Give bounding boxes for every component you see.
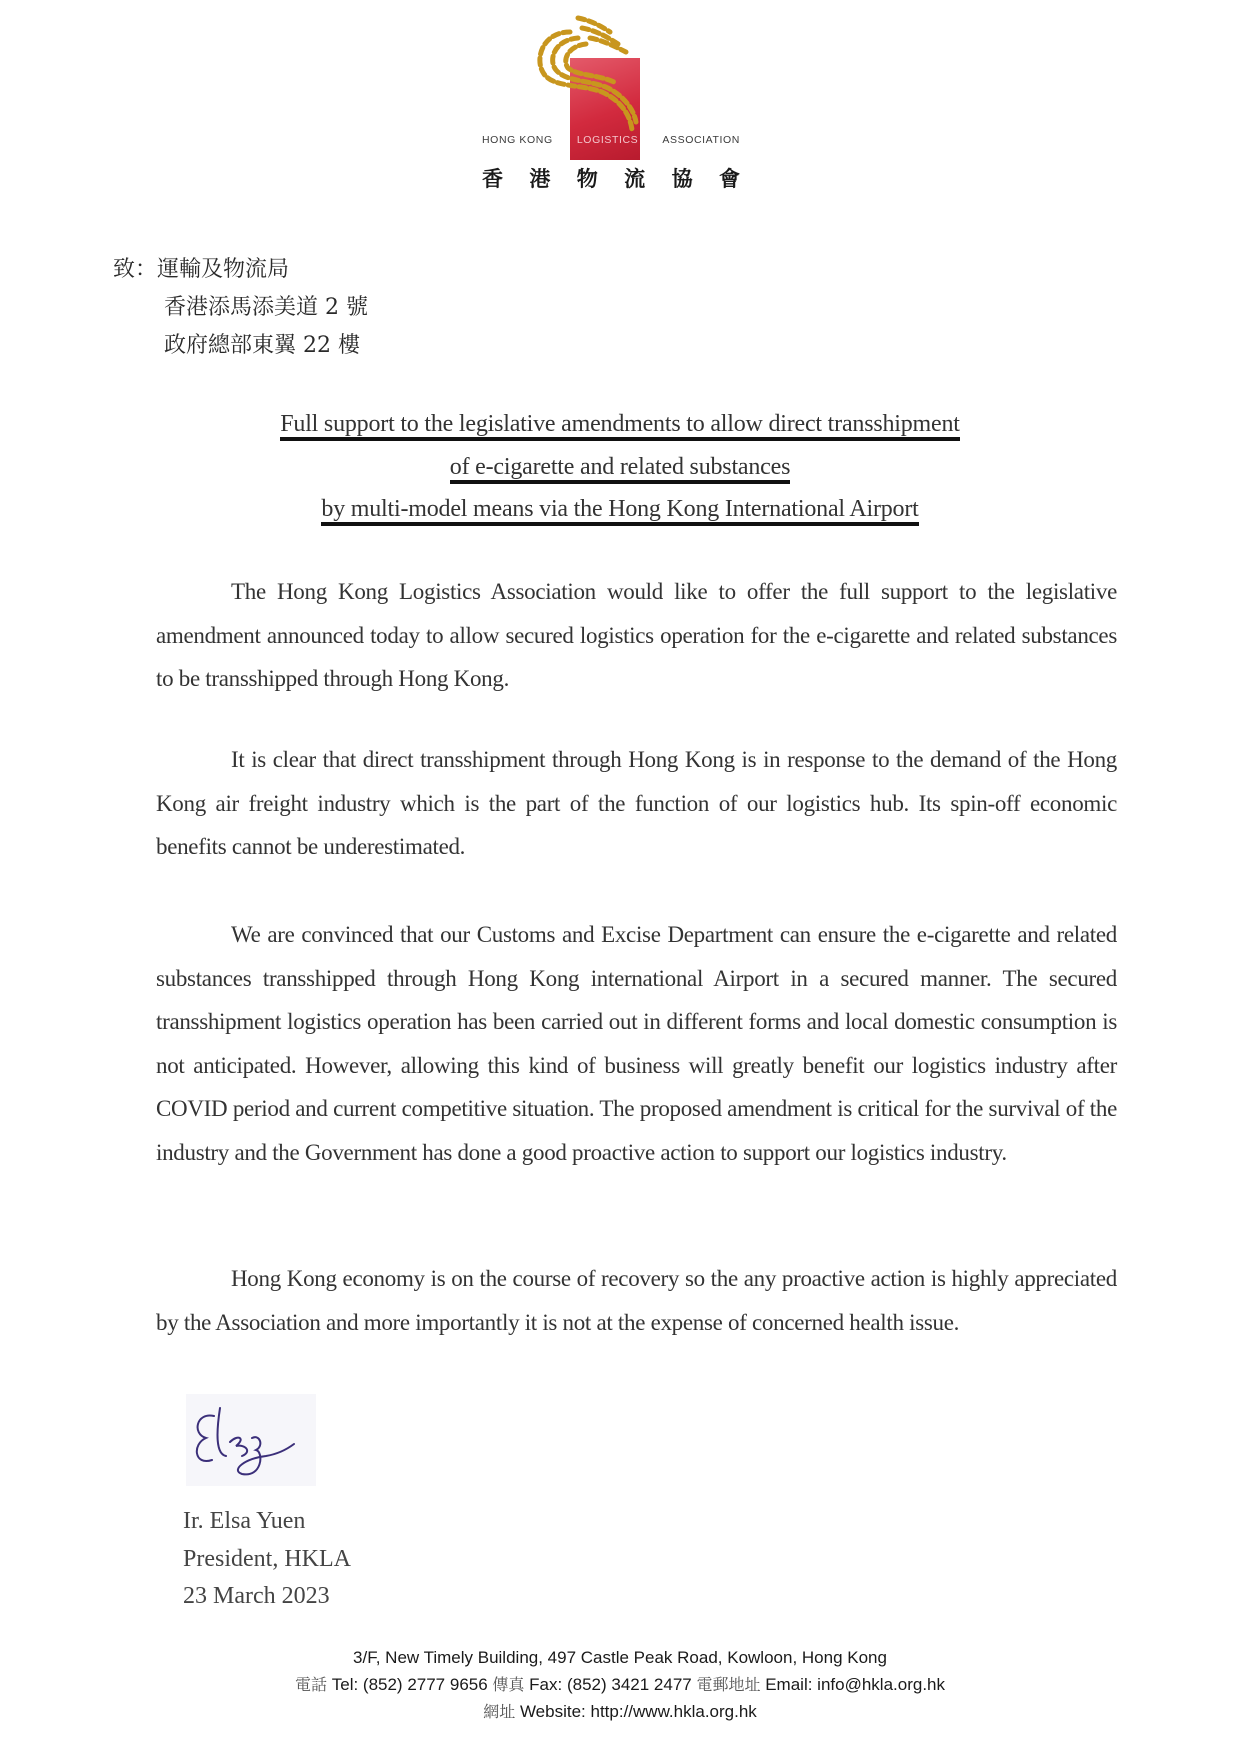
footer bbox=[0, 1644, 1240, 1725]
logo-zh-char: 流 bbox=[624, 167, 646, 191]
signatory-block bbox=[183, 1503, 351, 1616]
logo-zh-char: 物 bbox=[576, 167, 598, 191]
footer-tel: Tel: (852) 2777 9656 bbox=[331, 1675, 488, 1694]
addressee-line: 香港添馬添美道 2 號 bbox=[164, 295, 368, 320]
logo-zh-char: 協 bbox=[671, 167, 693, 191]
footer-website[interactable]: Website: http://www.hkla.org.hk bbox=[519, 1702, 757, 1721]
footer-website-line bbox=[0, 1698, 1240, 1725]
body-paragraph: We are convinced that our Customs and Excise Department can ensure the e-cigarette and related substances transshipped through Hong Kong international Airport in a secured manner. The secured transshipment logistics operation has been carried out in different forms and local domestic consumption is not anticipated. However, allowing this kind of business will greatly benefit our logistics industry after COVID period and current competitive situation. The proposed amendment is critical for the survival of the industry and the Government has done a good proactive action to support our logistics industry. bbox=[156, 922, 1117, 1165]
footer-contact-line bbox=[0, 1671, 1240, 1698]
signatory-position: President, HKLA bbox=[183, 1545, 351, 1572]
hkla-logo bbox=[482, 10, 740, 200]
body-paragraph: Hong Kong economy is on the course of recovery so the any proactive action is highly appreciated by the Association and more importantly it is not at the expense of concerned health issue. bbox=[156, 1266, 1117, 1335]
signatory-name: Ir. Elsa Yuen bbox=[183, 1508, 306, 1534]
logo-text-logistics: LOGISTICS bbox=[576, 134, 639, 146]
letter-date: 23 March 2023 bbox=[183, 1583, 330, 1609]
logo-chinese-name bbox=[482, 163, 740, 193]
footer-fax: Fax: (852) 3421 2477 bbox=[529, 1675, 692, 1694]
logo-zh-char: 會 bbox=[718, 167, 740, 191]
footer-email[interactable]: Email: info@hkla.org.hk bbox=[765, 1675, 945, 1694]
addressee-line: 運輸及物流局 bbox=[157, 257, 290, 282]
signature-image bbox=[186, 1394, 316, 1486]
logo-text-association: ASSOCIATION bbox=[662, 134, 740, 146]
body-paragraph: The Hong Kong Logistics Association would like to offer the full support to the legislative amendment announced today to allow secured logistics operation for the e-cigarette and related substances to be transshipped through Hong Kong. bbox=[156, 579, 1117, 691]
title-line bbox=[0, 411, 1240, 438]
title-line bbox=[0, 496, 1240, 523]
tel-label-zh: 電話 bbox=[294, 1675, 327, 1694]
addressee-line: 政府總部東翼 22 樓 bbox=[164, 333, 360, 358]
website-label-zh: 網址 bbox=[483, 1702, 516, 1721]
email-label-zh: 電郵地址 bbox=[696, 1675, 761, 1694]
title-line bbox=[0, 454, 1240, 481]
logo-english-name bbox=[482, 134, 740, 146]
logo-zh-char: 香 bbox=[482, 167, 503, 191]
signature-icon bbox=[186, 1394, 316, 1486]
logo-text-hong-kong: HONG KONG bbox=[482, 134, 553, 146]
title-text: by multi-model means via the Hong Kong International Airport bbox=[321, 496, 918, 526]
logo-zh-char: 港 bbox=[529, 167, 551, 191]
title-text: Full support to the legislative amendments to allow direct transshipment bbox=[280, 411, 959, 441]
fax-label-zh: 傳真 bbox=[492, 1675, 525, 1694]
addressee-block bbox=[113, 251, 368, 365]
title-text: of e-cigarette and related substances bbox=[450, 454, 790, 484]
body-paragraph: It is clear that direct transshipment through Hong Kong is in response to the demand of the Hong Kong air freight industry which is the part of the function of our logistics hub. Its spin-off economic benefits cannot be underestimated. bbox=[156, 747, 1117, 859]
addressee-prefix: 致： bbox=[113, 257, 158, 282]
footer-address: 3/F, New Timely Building, 497 Castle Peak Road, Kowloon, Hong Kong bbox=[353, 1648, 887, 1667]
